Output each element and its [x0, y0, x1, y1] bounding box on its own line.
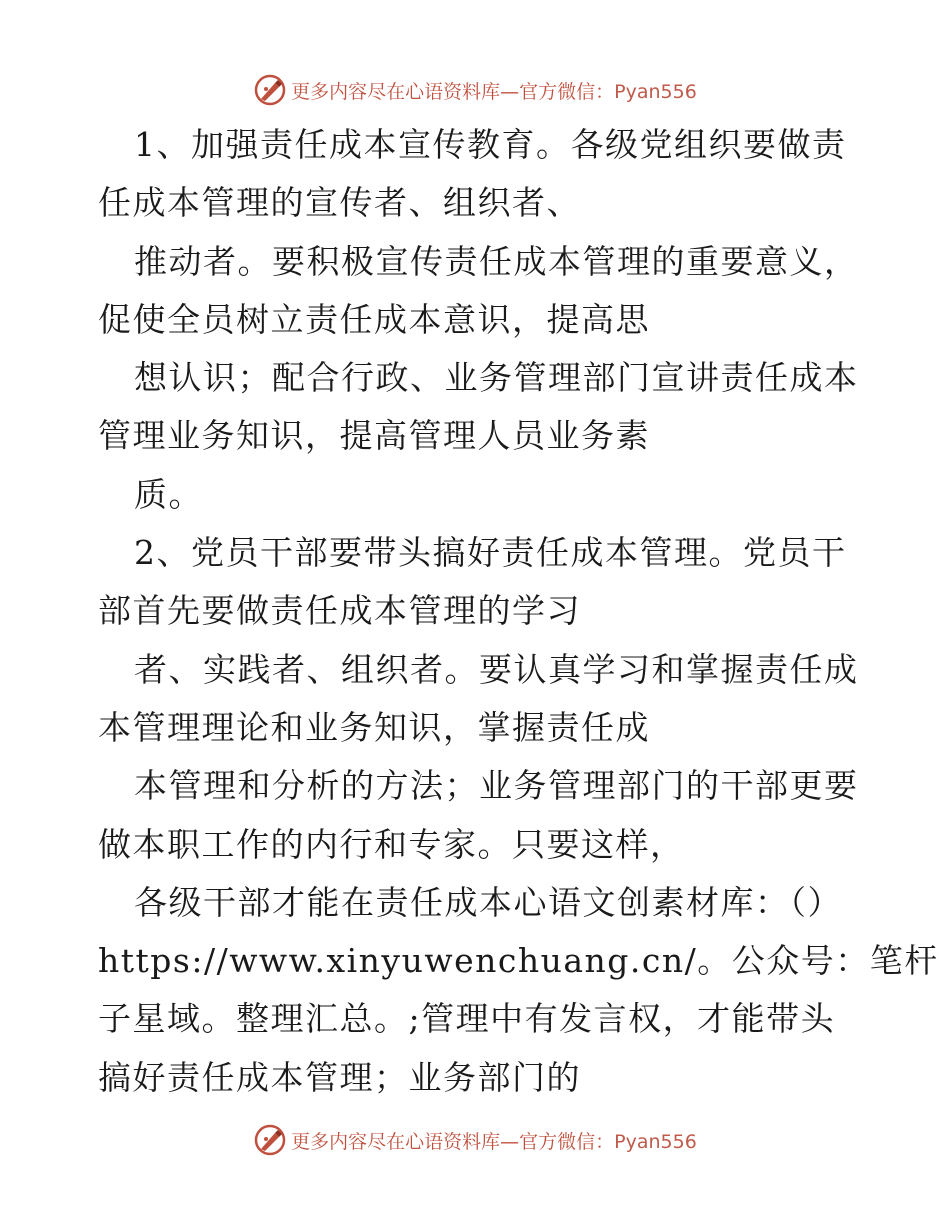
text-line: 任成本管理的宣传者、组织者、 — [98, 183, 581, 223]
text-line: 1、加强责任成本宣传教育。各级党组织要做责 — [134, 125, 847, 164]
text-line: 推动者。要积极宣传责任成本管理的重要意义， — [134, 241, 859, 281]
text-line: 子星域。整理汇总。;管理中有发言权，才能带头 — [98, 999, 836, 1039]
text-line: 部首先要做责任成本管理的学习 — [98, 591, 581, 631]
text-line: 各级干部才能在责任成本心语文创素材库：（） — [134, 882, 842, 922]
text-line: 做本职工作的内行和专家。只要这样， — [98, 824, 685, 864]
text-line: 管理业务知识，提高管理人员业务素 — [98, 416, 650, 456]
footer-watermark-banner — [0, 1120, 950, 1160]
text-line: 本管理和分析的方法；业务管理部门的干部更要 — [134, 766, 859, 806]
pen-logo-icon — [253, 1123, 287, 1157]
wechat-id: Pyan556 — [614, 1130, 697, 1153]
text-line: https://www.xinyuwenchuang.cn/。公众号：笔杆 — [98, 941, 939, 981]
header-watermark-banner — [0, 70, 950, 110]
wechat-id: Pyan556 — [614, 80, 697, 103]
text-line: 质。 — [134, 474, 203, 514]
text-line: 促使全员树立责任成本意识，提高思 — [98, 299, 650, 339]
text-line: 本管理理论和业务知识，掌握责任成 — [98, 707, 650, 747]
watermark-slogan: 更多内容尽在心语资料库—官方微信： — [291, 1130, 615, 1153]
pen-logo-icon — [253, 73, 287, 107]
text-line: 者、实践者、组织者。要认真学习和掌握责任成 — [134, 649, 859, 689]
footer-watermark-text — [291, 1127, 697, 1154]
text-line: 2、党员干部要带头搞好责任成本管理。党员干 — [134, 533, 847, 573]
text-line: 想认识；配合行政、业务管理部门宣讲责任成本 — [134, 358, 859, 398]
header-watermark-text — [291, 77, 697, 104]
text-line: 搞好责任成本管理；业务部门的 — [98, 1057, 581, 1097]
watermark-slogan: 更多内容尽在心语资料库—官方微信： — [291, 80, 615, 103]
document-body — [98, 116, 939, 1107]
